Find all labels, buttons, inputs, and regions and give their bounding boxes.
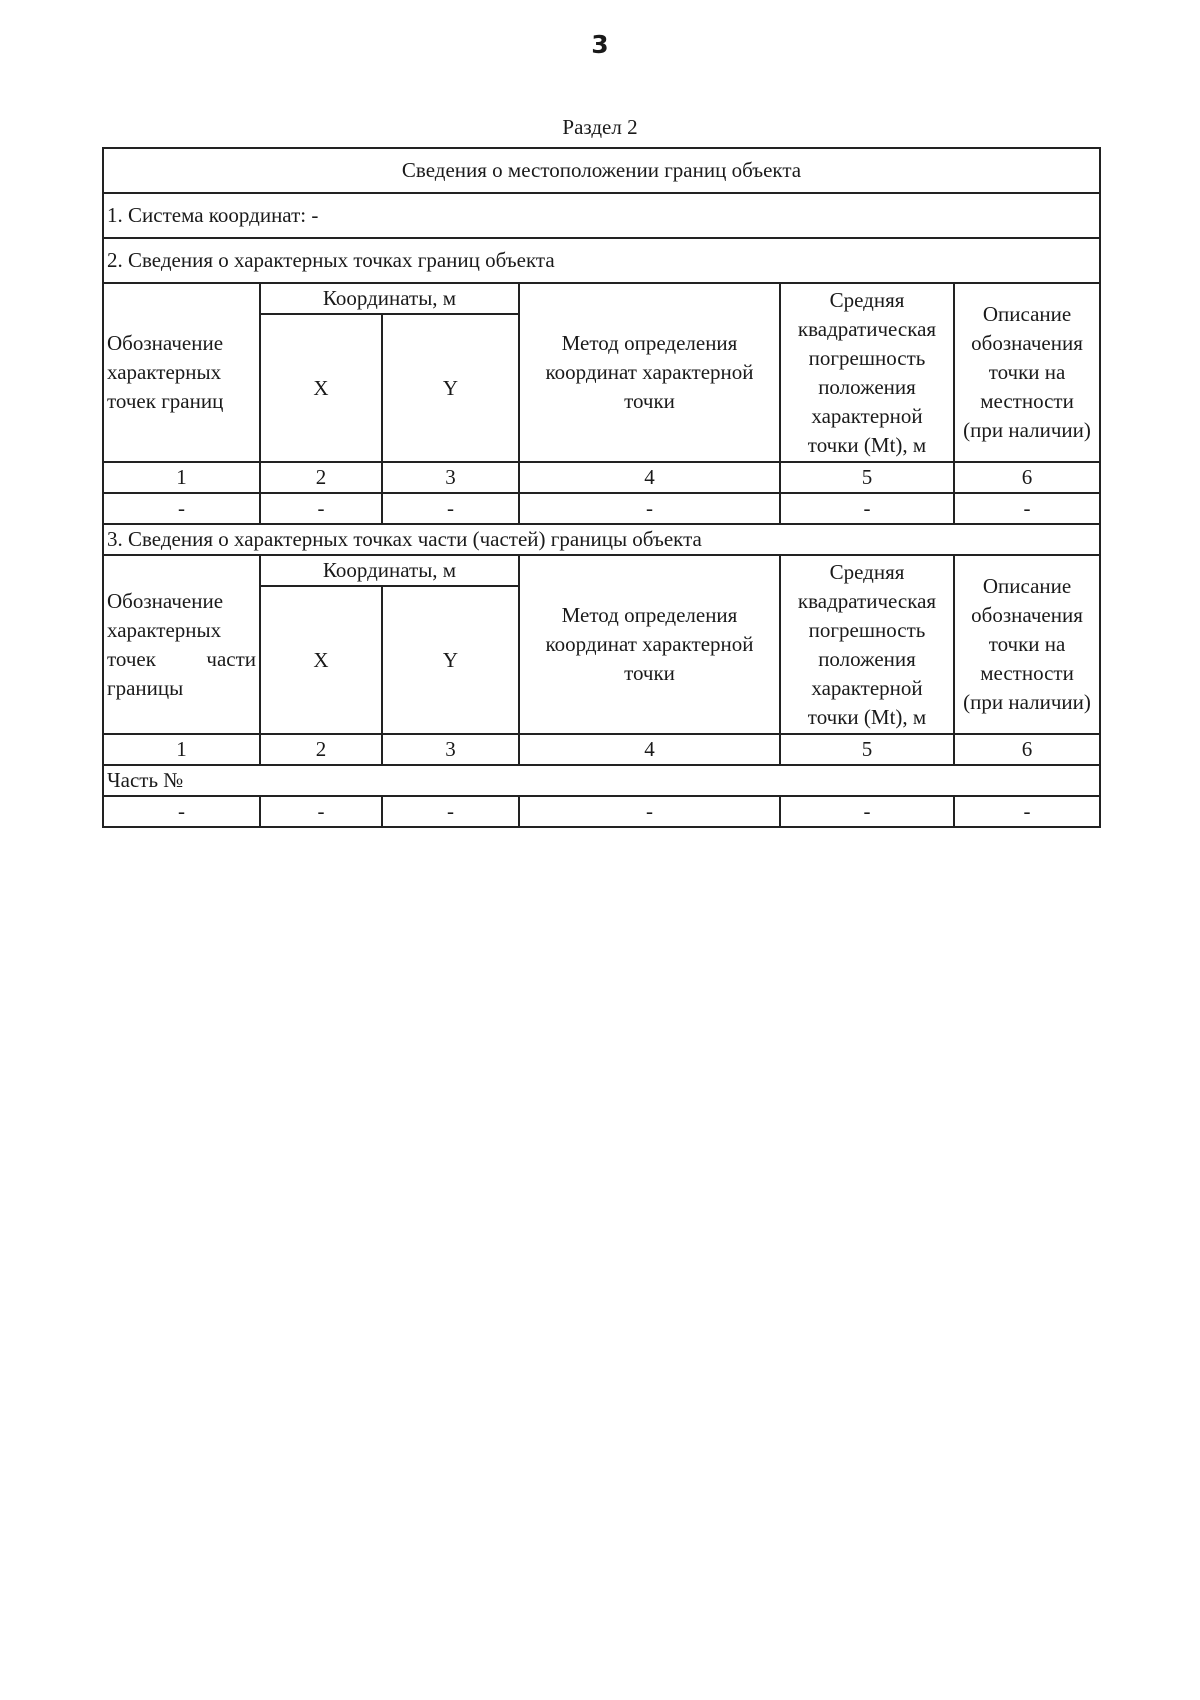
block3-y-header: Y: [382, 586, 519, 734]
block3-num-cell: 3: [382, 734, 519, 765]
block3-error-header: Средняя квадратическая погрешность положения характерной точки (Mt), м: [780, 555, 954, 734]
block2-num-cell: 6: [954, 462, 1100, 493]
page-number: 3: [591, 30, 609, 59]
table-title: Сведения о местоположении границ объекта: [103, 148, 1100, 193]
block3-data-cell: -: [780, 796, 954, 827]
block2-data-cell: -: [260, 493, 382, 524]
block2-num-cell: 2: [260, 462, 382, 493]
block2-data-cell: -: [780, 493, 954, 524]
block2-num-cell: 5: [780, 462, 954, 493]
block3-data-cell: -: [382, 796, 519, 827]
block3-num-cell: 2: [260, 734, 382, 765]
boundary-table: [102, 147, 1101, 828]
block2-heading-row: [103, 238, 1100, 283]
block2-error-header: Средняя квадратическая погрешность положения характерной точки (Mt), м: [780, 283, 954, 462]
block3-data-cell: -: [954, 796, 1100, 827]
section-title: Раздел 2: [562, 115, 638, 139]
table-title-row: [103, 148, 1100, 193]
block2-description-header: Описание обозначения точки на местности (при наличии): [954, 283, 1100, 462]
block2-y-header: Y: [382, 314, 519, 462]
block3-data-cell: -: [103, 796, 260, 827]
block3-coords-header: Координаты, м: [260, 555, 519, 586]
block3-num-cell: 5: [780, 734, 954, 765]
block3-heading-row: [103, 524, 1100, 555]
block2-data-cell: -: [954, 493, 1100, 524]
block3-number-row: [103, 734, 1100, 765]
block2-header-row-1: [103, 283, 1100, 314]
block3-x-header: X: [260, 586, 382, 734]
block3-header-row-1: [103, 555, 1100, 586]
block2-number-row: [103, 462, 1100, 493]
block2-coords-header: Координаты, м: [260, 283, 519, 314]
block2-num-cell: 1: [103, 462, 260, 493]
block2-num-cell: 3: [382, 462, 519, 493]
block3-method-header: Метод определения координат характерной точки: [519, 555, 780, 734]
coord-system-row: [103, 193, 1100, 238]
block2-num-cell: 4: [519, 462, 780, 493]
block3-description-header: Описание обозначения точки на местности (при наличии): [954, 555, 1100, 734]
block2-data-cell: -: [103, 493, 260, 524]
block3-data-cell: -: [260, 796, 382, 827]
coord-system: 1. Система координат: -: [103, 193, 1100, 238]
block3-col1-header: Обозначение характерных точек части границы: [103, 555, 260, 734]
block3-num-cell: 6: [954, 734, 1100, 765]
block2-col1-header: Обозначение характерных точек границ: [103, 283, 260, 462]
block2-x-header: X: [260, 314, 382, 462]
block2-data-row: [103, 493, 1100, 524]
block2-data-cell: -: [382, 493, 519, 524]
block3-num-cell: 4: [519, 734, 780, 765]
block3-part-label: Часть №: [103, 765, 1100, 796]
block2-data-cell: -: [519, 493, 780, 524]
block3-part-row: [103, 765, 1100, 796]
block2-heading: 2. Сведения о характерных точках границ объекта: [103, 238, 1100, 283]
block3-data-cell: -: [519, 796, 780, 827]
block2-method-header: Метод определения координат характерной точки: [519, 283, 780, 462]
block3-heading: 3. Сведения о характерных точках части (частей) границы объекта: [103, 524, 1100, 555]
block3-num-cell: 1: [103, 734, 260, 765]
block3-data-row: [103, 796, 1100, 827]
